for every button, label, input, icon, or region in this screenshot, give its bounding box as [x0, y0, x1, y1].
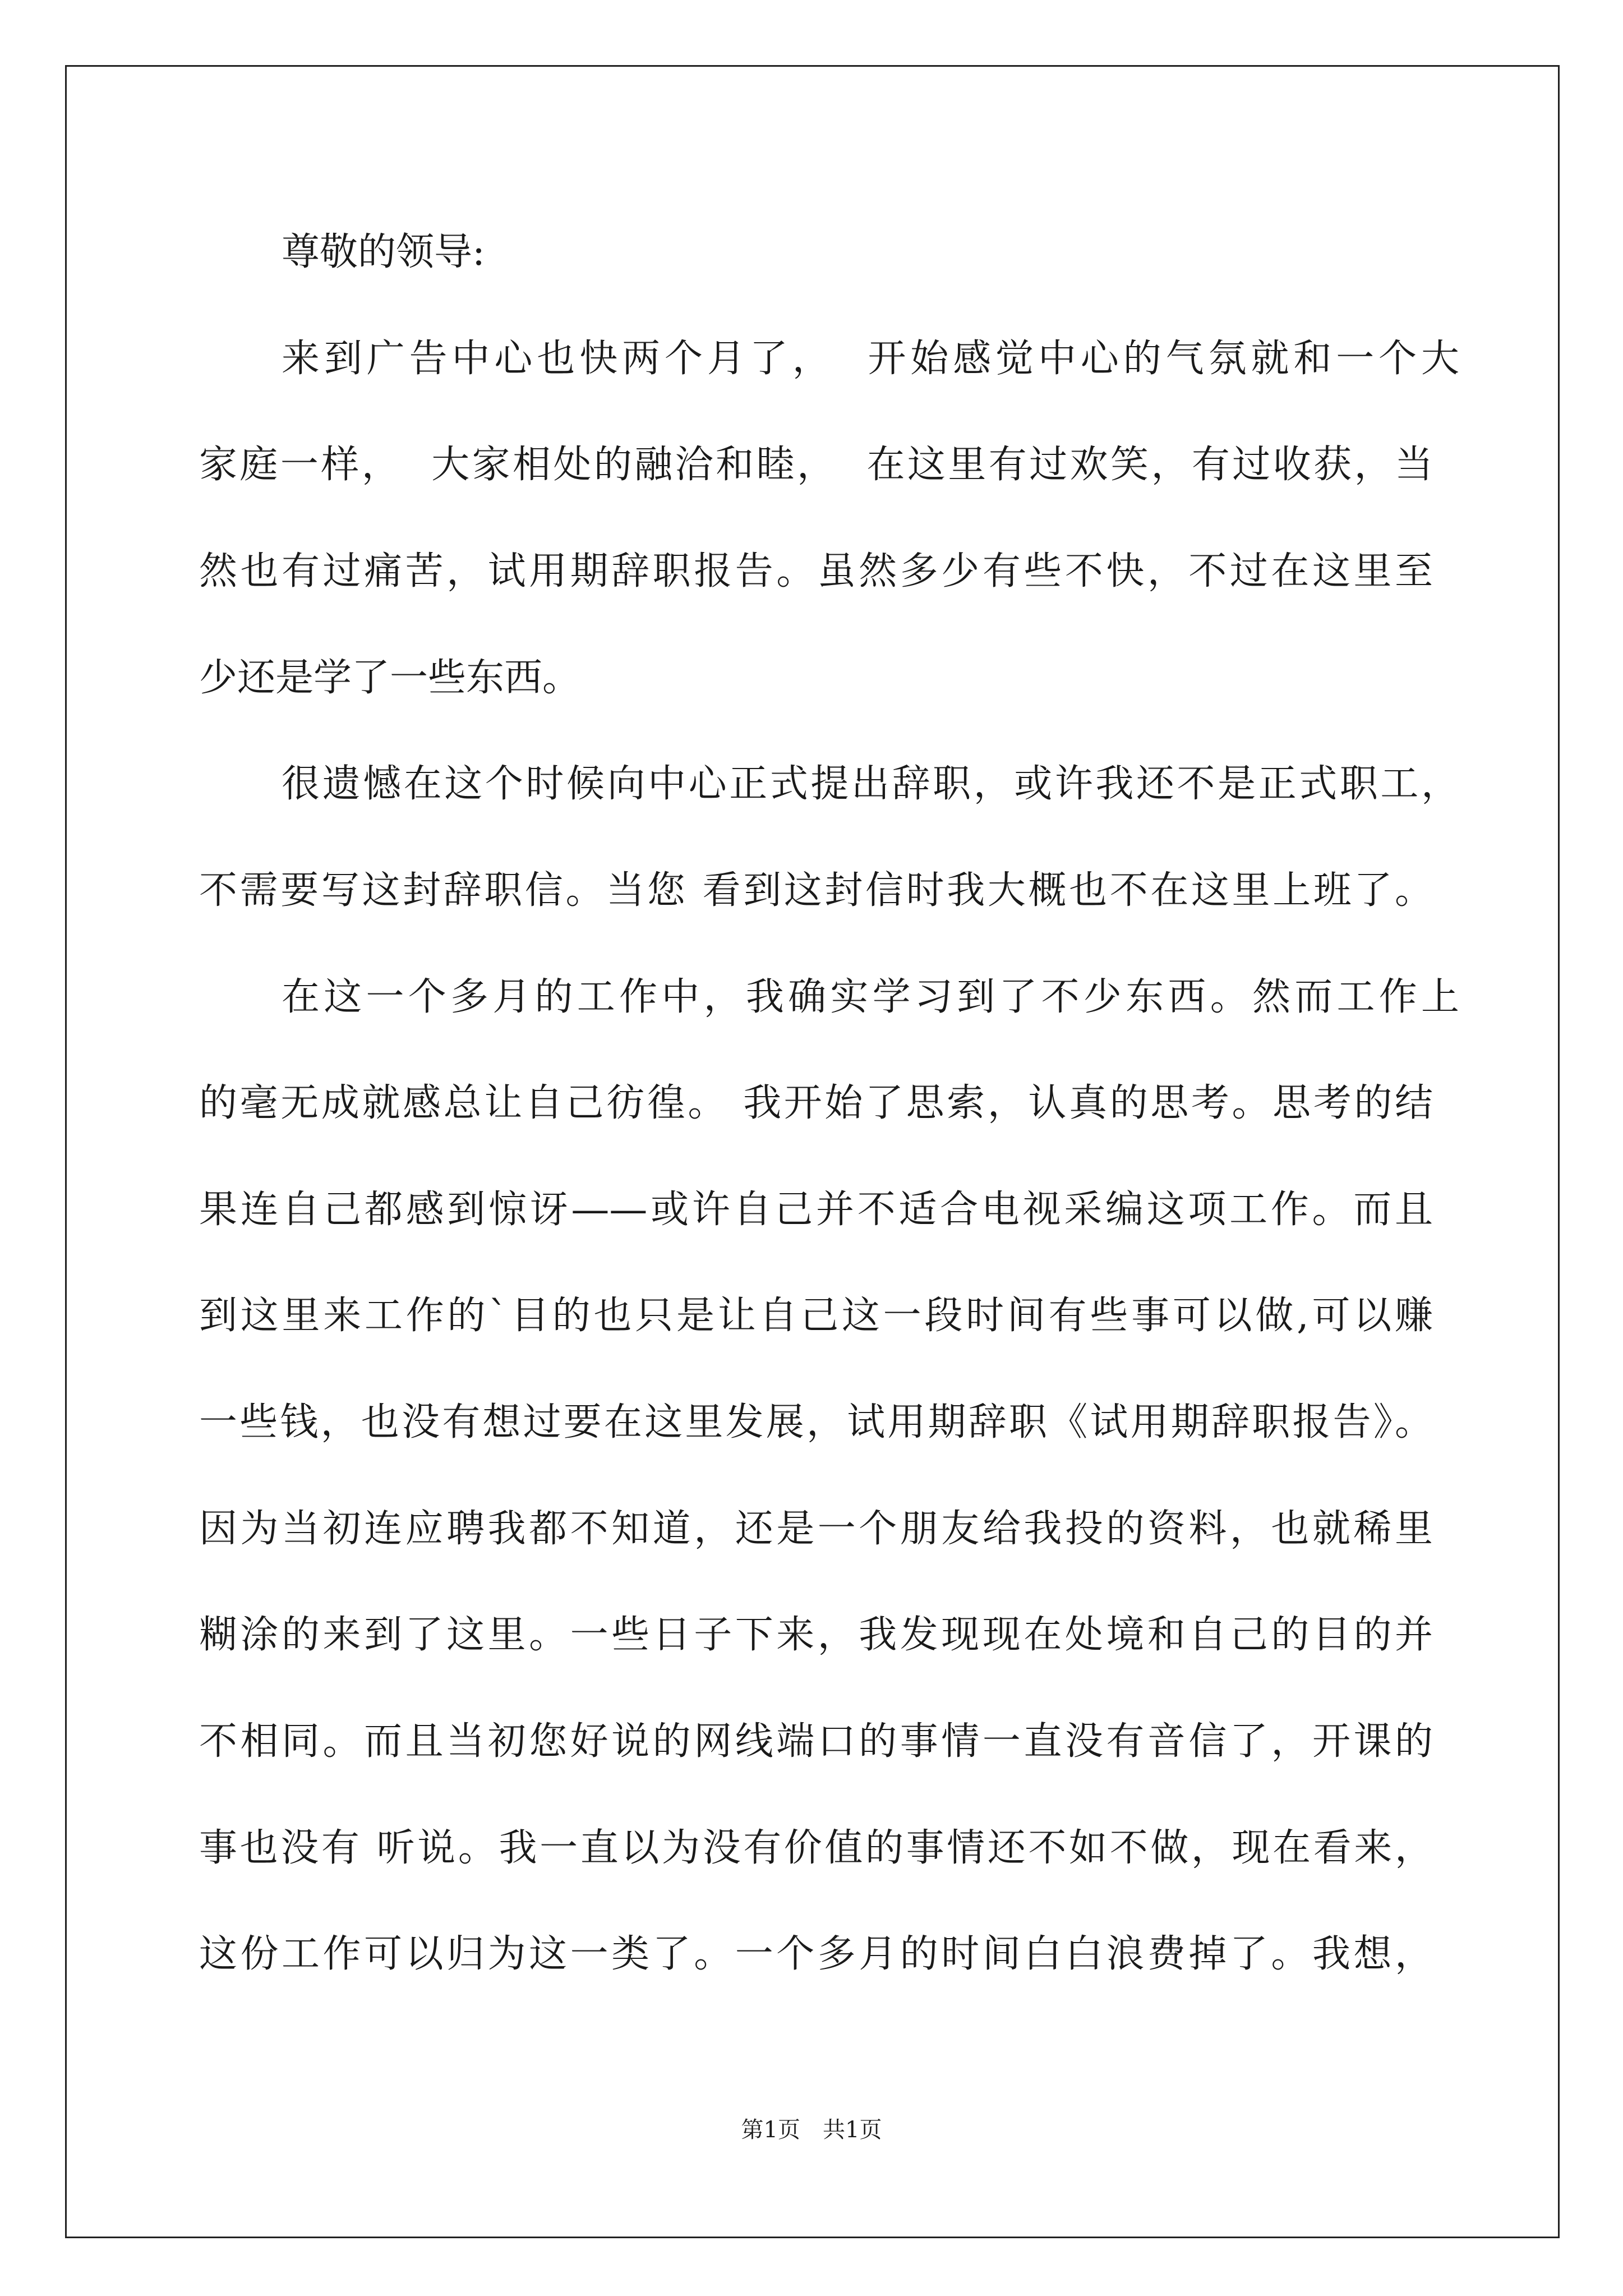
text-line: 一些钱，也没有想过要在这里发展，试用期辞职《试用期辞职报告》。: [199, 1400, 1433, 1444]
text-line: 然也有过痛苦，试用期辞职报告。虽然多少有些不快，不过在这里至: [199, 549, 1433, 593]
text-line: 这份工作可以归为这一类了。一个多月的时间白白浪费掉了。我想，: [199, 1932, 1433, 1976]
text-line: 不需要写这封辞职信。当您 看到这封信时我大概也不在这里上班了。: [199, 868, 1433, 913]
text-line: 糊涂的来到了这里。一些日子下来，我发现现在处境和自己的目的并: [199, 1613, 1433, 1657]
text-line: 在这一个多月的工作中，我确实学习到了不少东西。然而工作上: [282, 975, 1459, 1019]
salutation: 尊敬的领导:: [282, 230, 485, 274]
page-footer: 第1页 共1页: [741, 2117, 882, 2143]
text-line: 少还是学了一些东西。: [199, 656, 581, 700]
text-line: 的毫无成就感总让自己彷徨。 我开始了思索，认真的思考。思考的结: [199, 1081, 1433, 1125]
text-line: 家庭一样， 大家相处的融洽和睦， 在这里有过欢笑，有过收获，当: [199, 443, 1433, 487]
text-line: 不相同。而且当初您好说的网线端口的事情一直没有音信了，开课的: [199, 1719, 1433, 1764]
text-line: 到这里来工作的`目的也只是让自己这一段时间有些事可以做,可以赚: [199, 1294, 1433, 1338]
text-line: 事也没有 听说。我一直以为没有价值的事情还不如不做，现在看来，: [199, 1826, 1433, 1870]
text-line: 因为当初连应聘我都不知道，还是一个朋友给我投的资料，也就稀里: [199, 1507, 1433, 1551]
text-line: 来到广告中心也快两个月了， 开始感觉中心的气氛就和一个大: [282, 337, 1459, 381]
text-line: 很遗憾在这个时候向中心正式提出辞职，或许我还不是正式职工，: [282, 762, 1459, 806]
text-line: 果连自己都感到惊讶——或许自己并不适合电视采编这项工作。而且: [199, 1188, 1433, 1232]
